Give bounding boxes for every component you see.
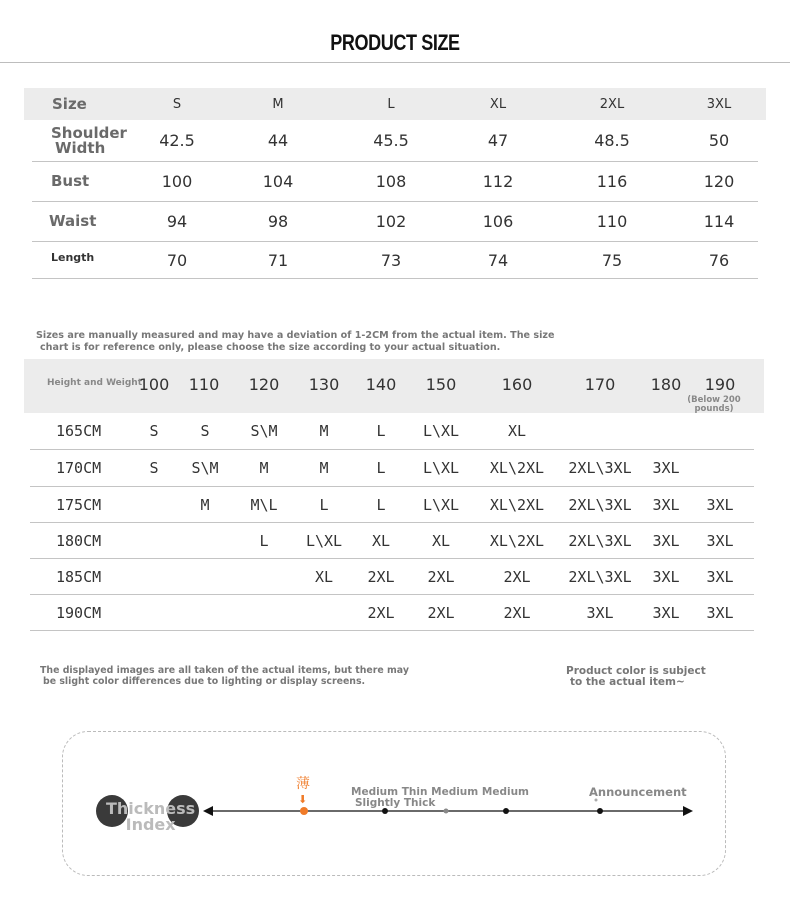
size-recommendation-cell: 2XL (427, 567, 455, 586)
product-color-note-line1: Product color is subject (566, 665, 706, 677)
size-cell: 73 (380, 250, 402, 270)
scale-point-thick (597, 808, 603, 814)
size-cell: 100 (161, 172, 193, 191)
size-col-xl: XL (489, 96, 507, 112)
size-col-3xl: 3XL (706, 96, 732, 112)
size-col-s: S (172, 96, 182, 112)
last-weight-note-line1: (Below 200 (687, 395, 741, 405)
size-col-2xl: 2XL (599, 96, 625, 112)
size-cell: 74 (487, 250, 509, 270)
row-label-shoulder-line1: Shoulder (51, 123, 127, 142)
thickness-label-line2: Index (125, 815, 176, 834)
row-label-shoulder-line2: Width (55, 138, 106, 157)
size-cell: 94 (166, 212, 188, 231)
size-cell: 104 (262, 172, 294, 191)
size-recommendation-cell: XL (371, 531, 391, 550)
weight-col: 150 (425, 375, 457, 394)
size-cell: 76 (708, 250, 730, 270)
size-recommendation-cell: S\M (191, 459, 219, 477)
height-label: 190CM (56, 603, 102, 622)
size-recommendation-cell: 2XL (427, 603, 455, 622)
row-label-length: Length (51, 250, 95, 264)
size-recommendation-cell: 3XL (586, 603, 614, 622)
size-cell: 108 (375, 172, 407, 191)
height-label: 175CM (56, 495, 102, 514)
size-recommendation-cell: M (319, 459, 329, 477)
size-cell: 70 (166, 250, 188, 270)
size-recommendation-cell: 2XL (367, 603, 395, 622)
size-recommendation-cell: S\M (250, 422, 278, 440)
size-recommendation-cell: L\XL (422, 495, 460, 514)
size-cell: 44 (267, 131, 289, 150)
size-recommendation-cell: S (149, 459, 159, 477)
axis-right-arrowhead (683, 806, 693, 816)
size-cell: 110 (596, 212, 628, 231)
color-note-line1: The displayed images are all taken of the actual items, but there may (40, 665, 409, 676)
size-recommendation-cell: XL (431, 531, 451, 550)
height-label: 165CM (56, 422, 102, 440)
scale-point-medium (444, 809, 449, 814)
height-label: 180CM (56, 531, 102, 550)
size-recommendation-cell: 2XL (503, 603, 531, 622)
color-note-line2: be slight color differences due to lighting or display screens. (43, 676, 366, 687)
scale-point-thin-selected (300, 807, 308, 815)
size-recommendation-cell: L (259, 531, 269, 550)
size-recommendation-cell: L (376, 495, 386, 514)
size-recommendation-cell: 3XL (706, 567, 734, 586)
size-recommendation-cell: M\L (250, 495, 278, 514)
size-cell: 47 (487, 131, 509, 150)
measurement-note-line2: chart is for reference only, please choose the size according to your actual situation. (40, 342, 501, 353)
size-cell: 114 (703, 212, 735, 231)
last-weight-note-line2: pounds) (694, 404, 734, 414)
weight-col: 130 (308, 375, 340, 394)
weight-col: 180 (650, 375, 682, 394)
size-cell: 50 (708, 131, 730, 150)
size-cell: 106 (482, 212, 514, 231)
size-recommendation-cell: L\XL (422, 459, 460, 477)
row-label-bust: Bust (51, 172, 90, 190)
down-arrow-icon: ⬇ (298, 793, 308, 806)
size-recommendation-cell: L (376, 422, 386, 440)
measurement-note-line1: Sizes are manually measured and may have a deviation of 1-2CM from the actual item. The size (36, 330, 555, 341)
announcement-label: Announcement (589, 785, 687, 799)
size-cell: 116 (596, 172, 628, 191)
size-recommendation-cell: 2XL\3XL (568, 495, 632, 514)
size-cell: 98 (267, 212, 289, 231)
size-recommendation-cell: S (200, 422, 210, 440)
size-cell: 112 (482, 172, 514, 191)
size-recommendation-cell: M (319, 422, 329, 440)
size-col-l: L (387, 96, 395, 112)
size-recommendation-cell: XL (314, 567, 334, 586)
size-recommendation-cell: S (149, 422, 159, 440)
size-recommendation-cell: XL\2XL (489, 531, 545, 550)
size-recommendation-cell: 3XL (652, 603, 680, 622)
size-recommendation-cell: 2XL (503, 567, 531, 586)
size-recommendation-cell: M (259, 459, 269, 477)
weight-col: 190 (704, 375, 736, 394)
size-recommendation-cell: 3XL (652, 495, 680, 514)
size-recommendation-cell: 3XL (706, 531, 734, 550)
selected-thickness-char: 薄 (296, 776, 310, 792)
thickness-scale-labels-line1: Medium Thin Medium Medium (351, 786, 529, 798)
size-recommendation-cell: XL\2XL (489, 495, 545, 514)
size-recommendation-cell: 3XL (706, 603, 734, 622)
size-cell: 71 (267, 250, 289, 270)
size-cell: 120 (703, 172, 735, 191)
axis-left-arrowhead (203, 806, 213, 816)
thickness-label-line1: Thickness (106, 799, 196, 818)
size-recommendation-cell: L (376, 459, 386, 477)
size-recommendation-cell: 2XL\3XL (568, 567, 632, 586)
size-header-label: Size (52, 94, 87, 113)
size-cell: 42.5 (159, 131, 195, 150)
size-recommendation-cell: L\XL (422, 422, 460, 440)
size-recommendation-cell: 2XL\3XL (568, 531, 632, 550)
size-recommendation-cell: M (200, 495, 210, 514)
height-weight-corner-label: Height and Weight (47, 378, 143, 388)
size-recommendation-cell: 3XL (652, 567, 680, 586)
size-col-m: M (272, 96, 284, 112)
page-title: PRODUCT SIZE (330, 30, 460, 55)
size-recommendation-cell: L (319, 495, 329, 514)
size-recommendation-cell: XL\2XL (489, 459, 545, 477)
size-recommendation-cell: 3XL (706, 495, 734, 514)
size-recommendation-cell: 3XL (652, 459, 680, 477)
weight-col: 160 (501, 375, 533, 394)
weight-col: 100 (138, 375, 170, 394)
size-recommendation-cell: L\XL (305, 531, 343, 550)
scale-point-medium-thick (503, 808, 509, 814)
size-recommendation-cell: XL (507, 422, 527, 440)
height-label: 185CM (56, 567, 102, 586)
size-cell: 48.5 (594, 131, 630, 150)
height-label: 170CM (56, 459, 102, 477)
row-label-waist: Waist (49, 212, 97, 230)
weight-col: 120 (248, 375, 280, 394)
size-recommendation-cell: 2XL (367, 567, 395, 586)
size-recommendation-cell: 3XL (652, 531, 680, 550)
size-cell: 75 (601, 250, 623, 270)
size-recommendation-cell: 2XL\3XL (568, 459, 632, 477)
product-color-note-line2: to the actual item~ (570, 676, 685, 688)
weight-col: 110 (188, 375, 220, 394)
size-cell: 45.5 (373, 131, 409, 150)
weight-col: 170 (584, 375, 616, 394)
thickness-scale-labels-line2: Slightly Thick (355, 797, 436, 809)
weight-col: 140 (365, 375, 397, 394)
size-cell: 102 (375, 212, 407, 231)
